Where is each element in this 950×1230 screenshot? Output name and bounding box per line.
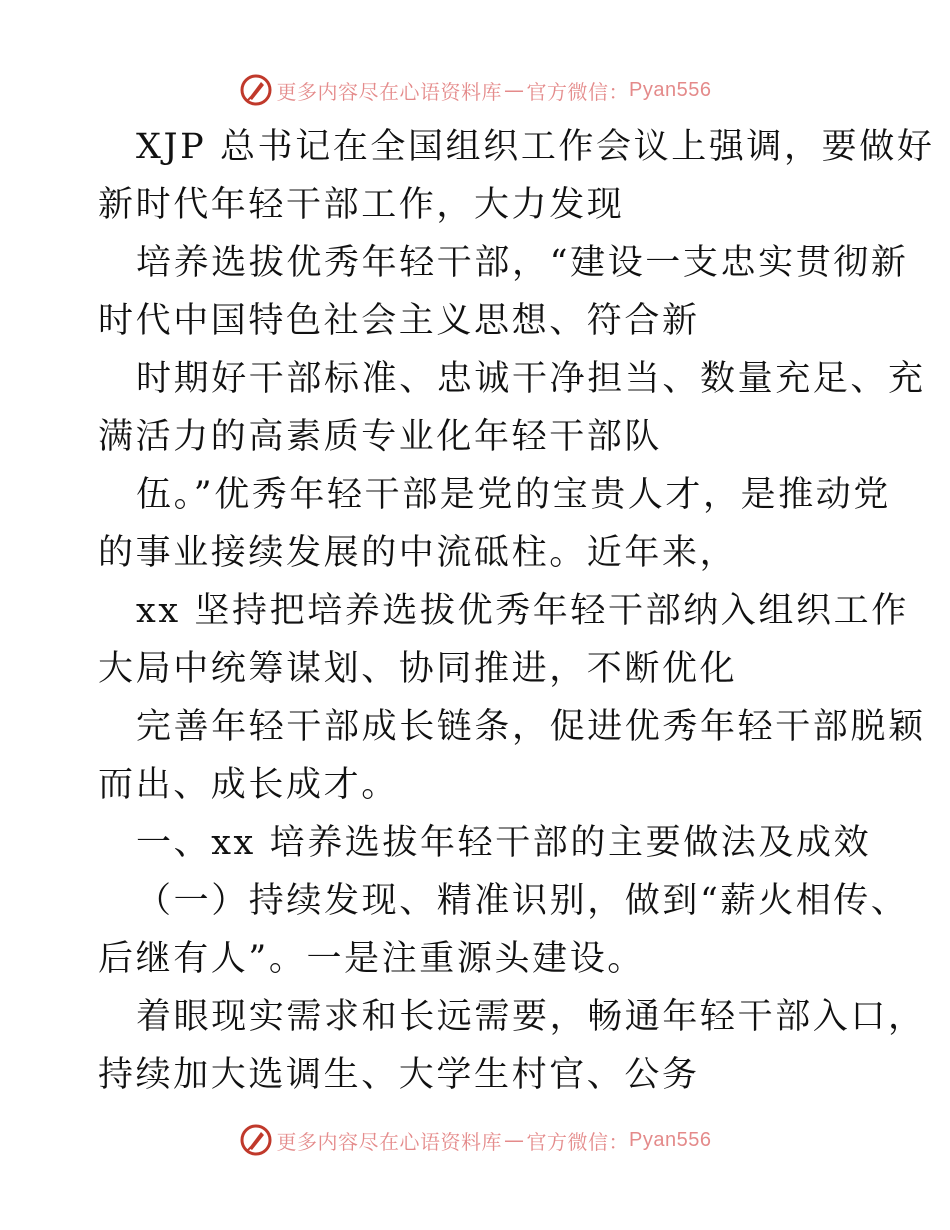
text-line: 着眼现实需求和长远需要，畅通年轻干部入口， bbox=[136, 997, 926, 1037]
text-line: XJP 总书记在全国组织工作会议上强调，要做好 bbox=[136, 127, 935, 167]
watermark-account-id: Pyan556 bbox=[629, 78, 712, 101]
watermark-official-label: 官方微信： bbox=[526, 1129, 630, 1154]
text-line: 持续加大选调生、大学生村官、公务 bbox=[98, 1055, 700, 1095]
text-line: 而出、成长成才。 bbox=[98, 765, 399, 805]
text-line: 大局中统筹谋划、协同推进，不断优化 bbox=[98, 649, 738, 689]
watermark-dash: — bbox=[504, 1128, 525, 1152]
header-watermark bbox=[0, 70, 950, 110]
watermark-official-label: 官方微信： bbox=[526, 79, 630, 104]
watermark-account-id: Pyan556 bbox=[629, 1128, 712, 1151]
text-line: 后继有人”。一是注重源头建设。 bbox=[98, 939, 645, 979]
quill-logo-icon bbox=[239, 1123, 273, 1157]
text-line: 时期好干部标准、忠诚干净担当、数量充足、充 bbox=[136, 359, 926, 399]
text-line: 完善年轻干部成长链条，促进优秀年轻干部脱颖 bbox=[136, 707, 926, 747]
text-line: xx 坚持把培养选拔优秀年轻干部纳入组织工作 bbox=[136, 591, 909, 631]
text-line: 时代中国特色社会主义思想、符合新 bbox=[98, 301, 700, 341]
document-body bbox=[98, 118, 935, 1104]
text-line: 伍。”优秀年轻干部是党的宝贵人才，是推动党 bbox=[136, 475, 891, 515]
text-line: 的事业接续发展的中流砥柱。近年来， bbox=[98, 533, 738, 573]
text-line: 新时代年轻干部工作，大力发现 bbox=[98, 185, 625, 225]
text-line: 满活力的高素质专业化年轻干部队 bbox=[98, 417, 663, 457]
text-line: （一）持续发现、精准识别，做到“薪火相传、 bbox=[136, 881, 909, 921]
watermark-site-text: 更多内容尽在心语资料库 bbox=[276, 1129, 503, 1154]
text-line: 一、xx 培养选拔年轻干部的主要做法及成效 bbox=[136, 823, 872, 863]
text-line: 培养选拔优秀年轻干部，“建设一支忠实贯彻新 bbox=[136, 243, 909, 283]
quill-logo-icon bbox=[239, 73, 273, 107]
watermark-dash: — bbox=[504, 78, 525, 102]
watermark-site-text: 更多内容尽在心语资料库 bbox=[276, 79, 503, 104]
footer-watermark bbox=[0, 1120, 950, 1160]
